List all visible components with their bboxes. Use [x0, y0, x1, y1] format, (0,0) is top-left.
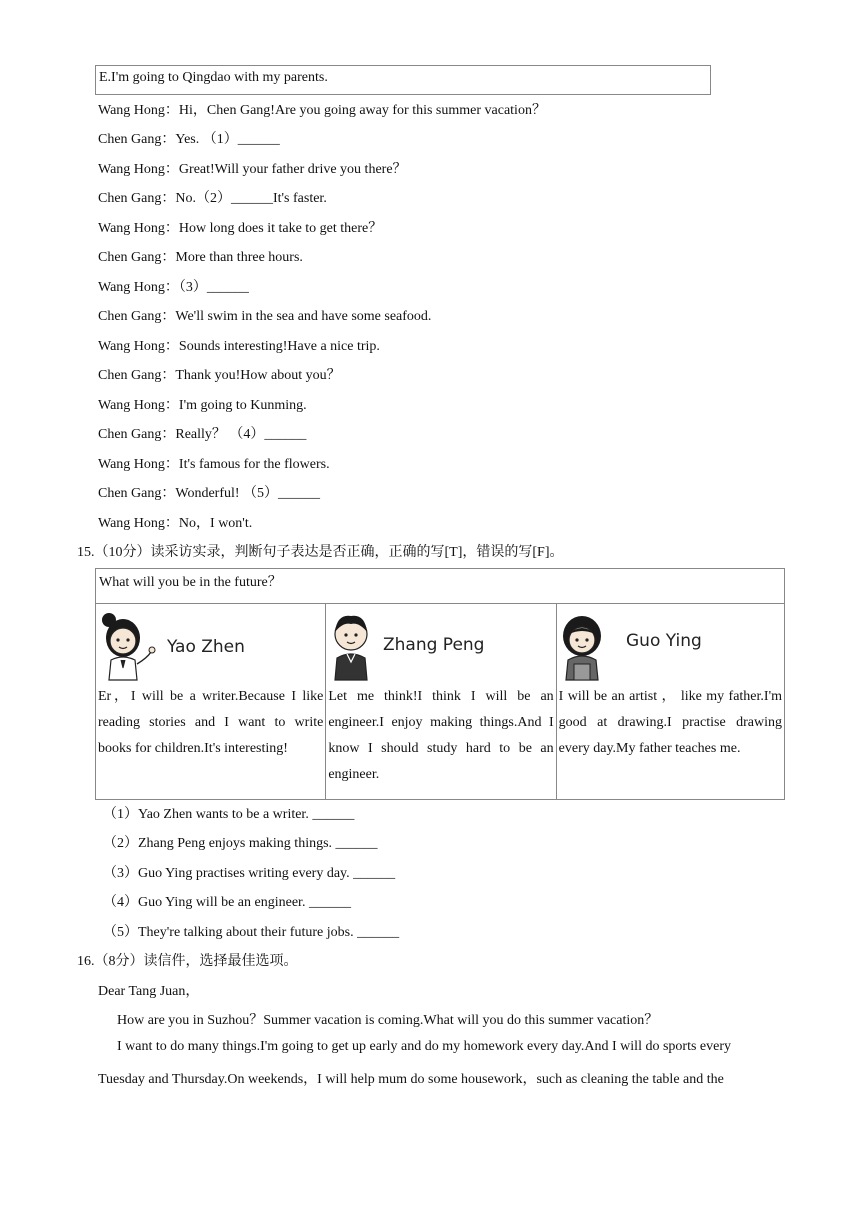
person-cell-zhang-peng: [326, 604, 556, 800]
dialogue-line: Chen Gang：Yes. （1）______: [98, 132, 280, 147]
letter-paragraph: Tuesday and Thursday.On weekends，I will help mum do some housework，such as cleaning the table and the: [98, 1072, 724, 1087]
dialogue-line: Chen Gang：Thank you!How about you？: [98, 368, 341, 383]
dialogue-line: Wang Hong：I'm going to Kunming.: [98, 398, 307, 413]
portrait-name: Yao Zhen: [167, 637, 245, 657]
person-cell-guo-ying: [556, 604, 784, 800]
girl-portrait-icon: [560, 608, 700, 680]
dialogue-line: Wang Hong：Hi，Chen Gang!Are you going away for this summer vacation？: [98, 103, 546, 118]
option-e-box: [95, 65, 711, 95]
portrait-name: Guo Ying: [625, 631, 702, 651]
statement-item: （2）Zhang Peng enjoys making things. ______: [103, 836, 378, 851]
dialogue-line: Wang Hong：It's famous for the flowers.: [98, 457, 330, 472]
option-e-text: E.I'm going to Qingdao with my parents.: [99, 70, 328, 85]
letter-paragraph: I want to do many things.I'm going to get up early and do my homework every day.And I will do sports every: [117, 1039, 731, 1054]
dialogue-line: Chen Gang：Wonderful! （5）______: [98, 486, 321, 501]
dialogue-line: Wang Hong：How long does it take to get there？: [98, 221, 383, 236]
statement-item: （1）Yao Zhen wants to be a writer. ______: [103, 807, 355, 822]
question-15-heading: 15.（10分）读采访实录，判断句子表达是否正确，正确的写[T]，错误的写[F]。: [77, 545, 564, 560]
statement-item: （4）Guo Ying will be an engineer. ______: [103, 895, 351, 910]
dialogue-line: Chen Gang：We'll swim in the sea and have some seafood.: [98, 309, 432, 324]
dialogue-line: Wang Hong：Great!Will your father drive you there？: [98, 162, 407, 177]
letter-paragraph: How are you in Suzhou？Summer vacation is coming.What will you do this summer vacation？: [117, 1013, 659, 1028]
person-text: I will be an artist ， like my father.I'm good at drawing.I practise drawing every day.My father teaches me.: [558, 689, 782, 756]
dialogue-line: Wang Hong：No，I won't.: [98, 516, 253, 531]
dialogue-line: Wang Hong：（3）______: [98, 280, 249, 295]
table-header: What will you be in the future？: [96, 569, 785, 604]
person-cell-yao-zhen: [96, 604, 326, 800]
dialogue-line: Wang Hong：Sounds interesting!Have a nice trip.: [98, 339, 380, 354]
person-text: Er，I will be a writer.Because I like reading stories and I want to write books for children.It's interesting!: [98, 689, 324, 756]
girl-portrait-icon: [99, 608, 245, 680]
portrait-name: Zhang Peng: [383, 635, 485, 655]
person-text: Let me think!I think I will be an engineer.I enjoy making things.And I know I should study hard to be an engineer.: [328, 689, 554, 782]
statement-item: （3）Guo Ying practises writing every day. ______: [103, 866, 396, 881]
question-16-heading: 16.（8分）读信件，选择最佳选项。: [77, 954, 298, 969]
statement-item: （5）They're talking about their future jobs. ______: [103, 925, 400, 940]
dialogue-line: Chen Gang：More than three hours.: [98, 250, 303, 265]
dialogue-line: Chen Gang：Really？ （4）______: [98, 427, 307, 442]
dialogue-line: Chen Gang：No.（2）______It's faster.: [98, 191, 327, 206]
boy-portrait-icon: [329, 608, 485, 680]
interview-table: [95, 568, 785, 800]
letter-greeting: Dear Tang Juan，: [98, 984, 200, 999]
